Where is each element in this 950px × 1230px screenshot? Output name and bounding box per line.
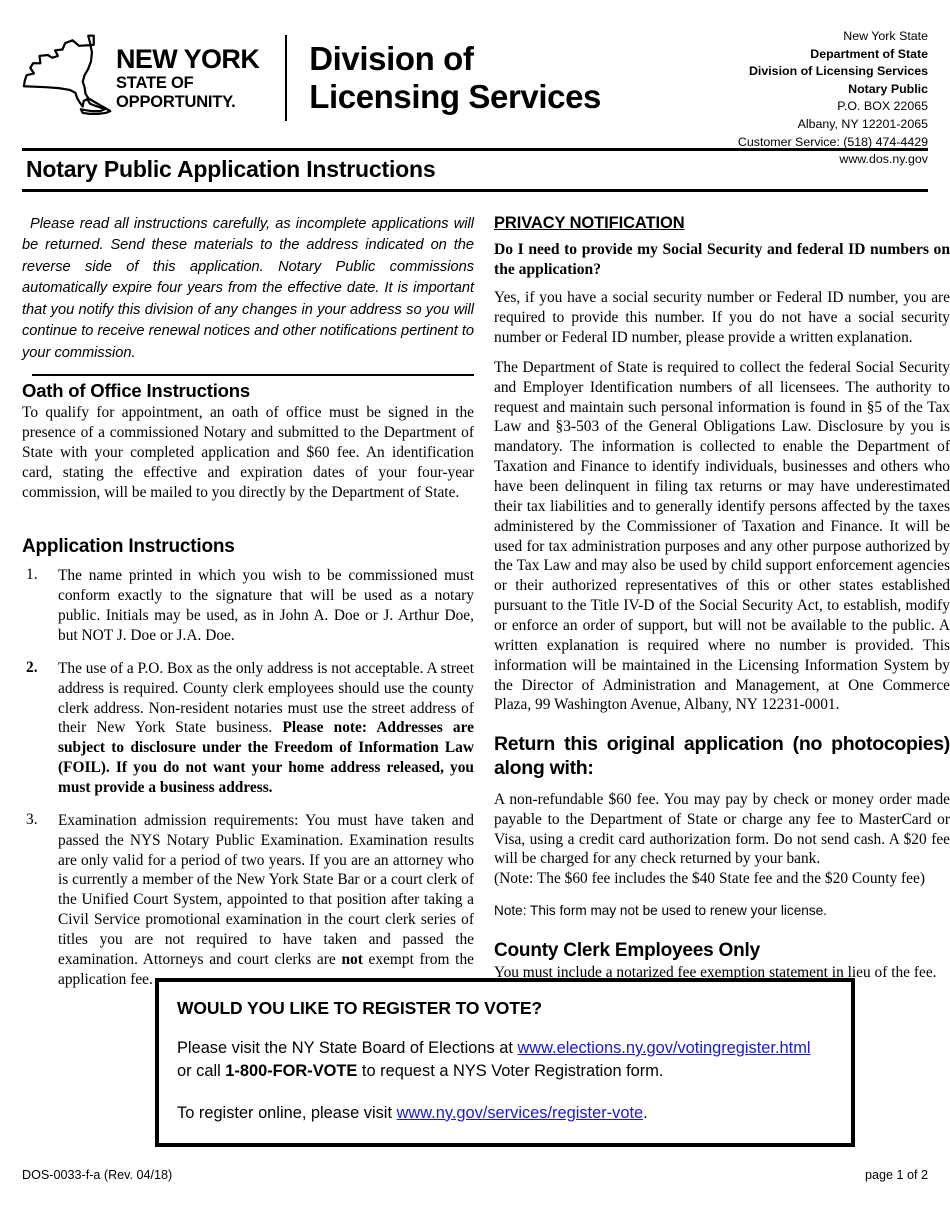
return-fee-note: (Note: The $60 fee includes the $40 State fee and the $20 County fee) (494, 870, 925, 888)
voter-line2-prefix: or call (177, 1062, 226, 1081)
list-item-text-bold: not (341, 950, 363, 968)
voter-line3-prefix: To register online, please visit (177, 1103, 397, 1122)
division-title-line-1: Division of (309, 39, 474, 77)
page-title: Notary Public Application Instructions (26, 156, 436, 182)
document-footer (22, 1168, 928, 1182)
list-item (22, 566, 474, 645)
division-title-line-2: Licensing Services (309, 78, 602, 115)
privacy-notification-heading: PRIVACY NOTIFICATION (494, 214, 685, 232)
privacy-question-heading: Do I need to provide my Social Security and federal ID numbers on the application? (494, 241, 950, 278)
voter-register-online-line (177, 1102, 833, 1125)
voter-line1-prefix: Please visit the NY State Board of Elections at (177, 1039, 518, 1057)
oath-of-office-heading: Oath of Office Instructions (22, 380, 250, 402)
address-line-website: www.dos.ny.gov (839, 152, 928, 167)
return-application-heading (494, 733, 950, 781)
list-item-text (58, 811, 474, 990)
address-line-customer-service: Customer Service: (518) 474-4429 (737, 134, 928, 149)
list-item-text (58, 566, 474, 645)
county-clerk-employees-body: You must include a notarized fee exemption statement in lieu of the fee. (494, 964, 937, 982)
renewal-note: Note: This form may not be used to renew your license. (494, 903, 827, 919)
new-york-state-outline-icon (22, 30, 114, 126)
right-column (494, 214, 950, 1003)
return-heading-line-2: along with: (494, 757, 594, 780)
address-line-notary-public: Notary Public (848, 81, 928, 96)
new-york-state-of-opportunity-logo (22, 30, 259, 126)
list-item-text-trailing: exempt from the application fee. (58, 950, 474, 988)
return-heading-line-1: Return this original application (no photocopies) (494, 733, 950, 756)
intro-paragraph: Please read all instructions carefully, as incomplete applications will be returned. Send these materials to the address indicated on the reverse side of this application. Notary Public commissions automatically expire four years from the effective date. It is important that you notify this division of any changes in your address so you will continue to receive renewal notices and other notifications pertinent to your commission. (22, 216, 474, 361)
oath-of-office-body: To qualify for appointment, an oath of office must be signed in the presence of a commissioned Notary and submitted to the Department of State with your completed application and $60 fee. An identification card, stating the effective and expiration dates of your four-year commission, will be mailed to you directly by the Department of State. (22, 404, 474, 501)
voter-line2-suffix: to request a NYS Voter Registration form. (357, 1062, 664, 1081)
privacy-paragraph-2: The Department of State is required to collect the federal Social Security and Employer Identification numbers of all licensees. The authority to request and maintain such personal information is found in §5 of the Tax Law and §3-503 of the General Obligations Law. Disclosure by you is mandatory. The information is collected to enable the Department of Taxation and Finance to identify individuals, businesses and others who have been delinquent in filing tax returns or may have underestimated their tax liabilities and to generally identify persons affected by the taxes administered by the Commissioner of Taxation and Finance. It will be used for tax administration purposes and any other purpose authorized by the Tax Law and may also be used by child support enforcement agencies or their authorized representatives of this or other states established pursuant to the Title IV-D of the Social Security Act, to establish, modify or enforce an order of support, but will not be available to the public. A written explanation is required where no number is provided. This information will be maintained in the Licensing Information System by the Director of Administration and Management, at One Commerce Plaza, 99 Washington Avenue, Albany, NY 12231-0001. (494, 358, 950, 714)
page-number: page 1 of 2 (864, 1168, 928, 1182)
agency-branding (22, 26, 601, 126)
voter-registration-instructions (177, 1037, 833, 1084)
division-of-licensing-services-title (309, 40, 601, 117)
county-clerk-employees-heading: County Clerk Employees Only (494, 940, 760, 962)
application-instructions-heading: Application Instructions (22, 536, 235, 558)
address-line-po-box: P.O. BOX 22065 (837, 99, 928, 114)
two-column-body (22, 214, 950, 1003)
list-item-text (58, 659, 474, 798)
voter-line3-suffix: . (643, 1103, 648, 1122)
column-gutter (474, 214, 494, 1003)
list-item-text-regular: The name printed in which you wish to be commissioned must conform exactly to the signature that will be used as a notary public. Initials may be used, as in John A. Doe or J. Arthur Doe, but NOT J. Doe or J.A. Doe. (58, 567, 474, 644)
section-rule (32, 374, 474, 376)
address-line-department: Department of State (810, 46, 928, 61)
voter-registration-box (155, 978, 855, 1147)
list-item-number: 3. (26, 810, 38, 828)
document-header (22, 26, 928, 167)
list-item (22, 811, 474, 990)
logo-line-new-york: NEW YORK (116, 44, 260, 74)
address-line-city-zip: Albany, NY 12201-2065 (797, 117, 928, 132)
list-item-text-regular: The use of a P.O. Box as the only address is not acceptable. A street address is required. County clerk employees should use the county clerk address. Non-resident notaries must use the street address of their New York State business. (58, 659, 474, 737)
left-column (22, 214, 474, 1003)
list-item-text-regular: Examination admission requirements: You must have taken and passed the NYS Notary Public Examination. Examination results are only valid for a period of two years. If you are an attorney who is currently a member of the New York State Bar or a court clerk of the Unified Court System, appointed to that position after taking a Civil Service promotional examination in the court clerk series of titles you are not required to have taken and passed the examination. Attorneys and court clerks are (58, 811, 474, 968)
return-fee-paragraph: A non-refundable $60 fee. You may pay by check or money order made payable to the Department of State or charge any fee to MasterCard or Visa, using a credit card authorization form. Do not send cash. A $20 fee will be charged for any check returned by your bank. (494, 790, 950, 868)
list-item (22, 659, 474, 798)
voter-phone-number: 1-800-FOR-VOTE (225, 1062, 358, 1081)
logo-line-opportunity: OPPORTUNITY. (116, 92, 236, 111)
register-vote-online-link[interactable]: www.ny.gov/services/register-vote (396, 1103, 644, 1122)
form-identifier: DOS-0033-f-a (Rev. 04/18) (22, 1168, 173, 1182)
list-item-number: 2. (26, 658, 38, 676)
agency-address-block (738, 26, 928, 169)
address-line-state: New York State (843, 29, 928, 43)
application-instructions-list (22, 566, 474, 989)
list-item-number: 1. (26, 566, 38, 584)
elections-website-link[interactable]: www.elections.ny.gov/votingregister.html (517, 1039, 811, 1057)
voter-registration-heading: WOULD YOU LIKE TO REGISTER TO VOTE? (177, 998, 543, 1018)
header-divider (285, 35, 287, 121)
list-item-text-bold: Please note: Addresses are subject to disclosure under the Freedom of Information Law (FOIL). If you do not want your home address released, you must provide a business address. (58, 719, 474, 796)
logo-wordmark (116, 46, 259, 110)
logo-line-state-of: STATE OF (116, 74, 194, 92)
address-line-division: Division of Licensing Services (748, 64, 928, 79)
privacy-paragraph-1: Yes, if you have a social security number or Federal ID number, you are required to provide this number. If you do not have a social security number or Federal ID number, please provide a written explanation. (494, 289, 950, 346)
